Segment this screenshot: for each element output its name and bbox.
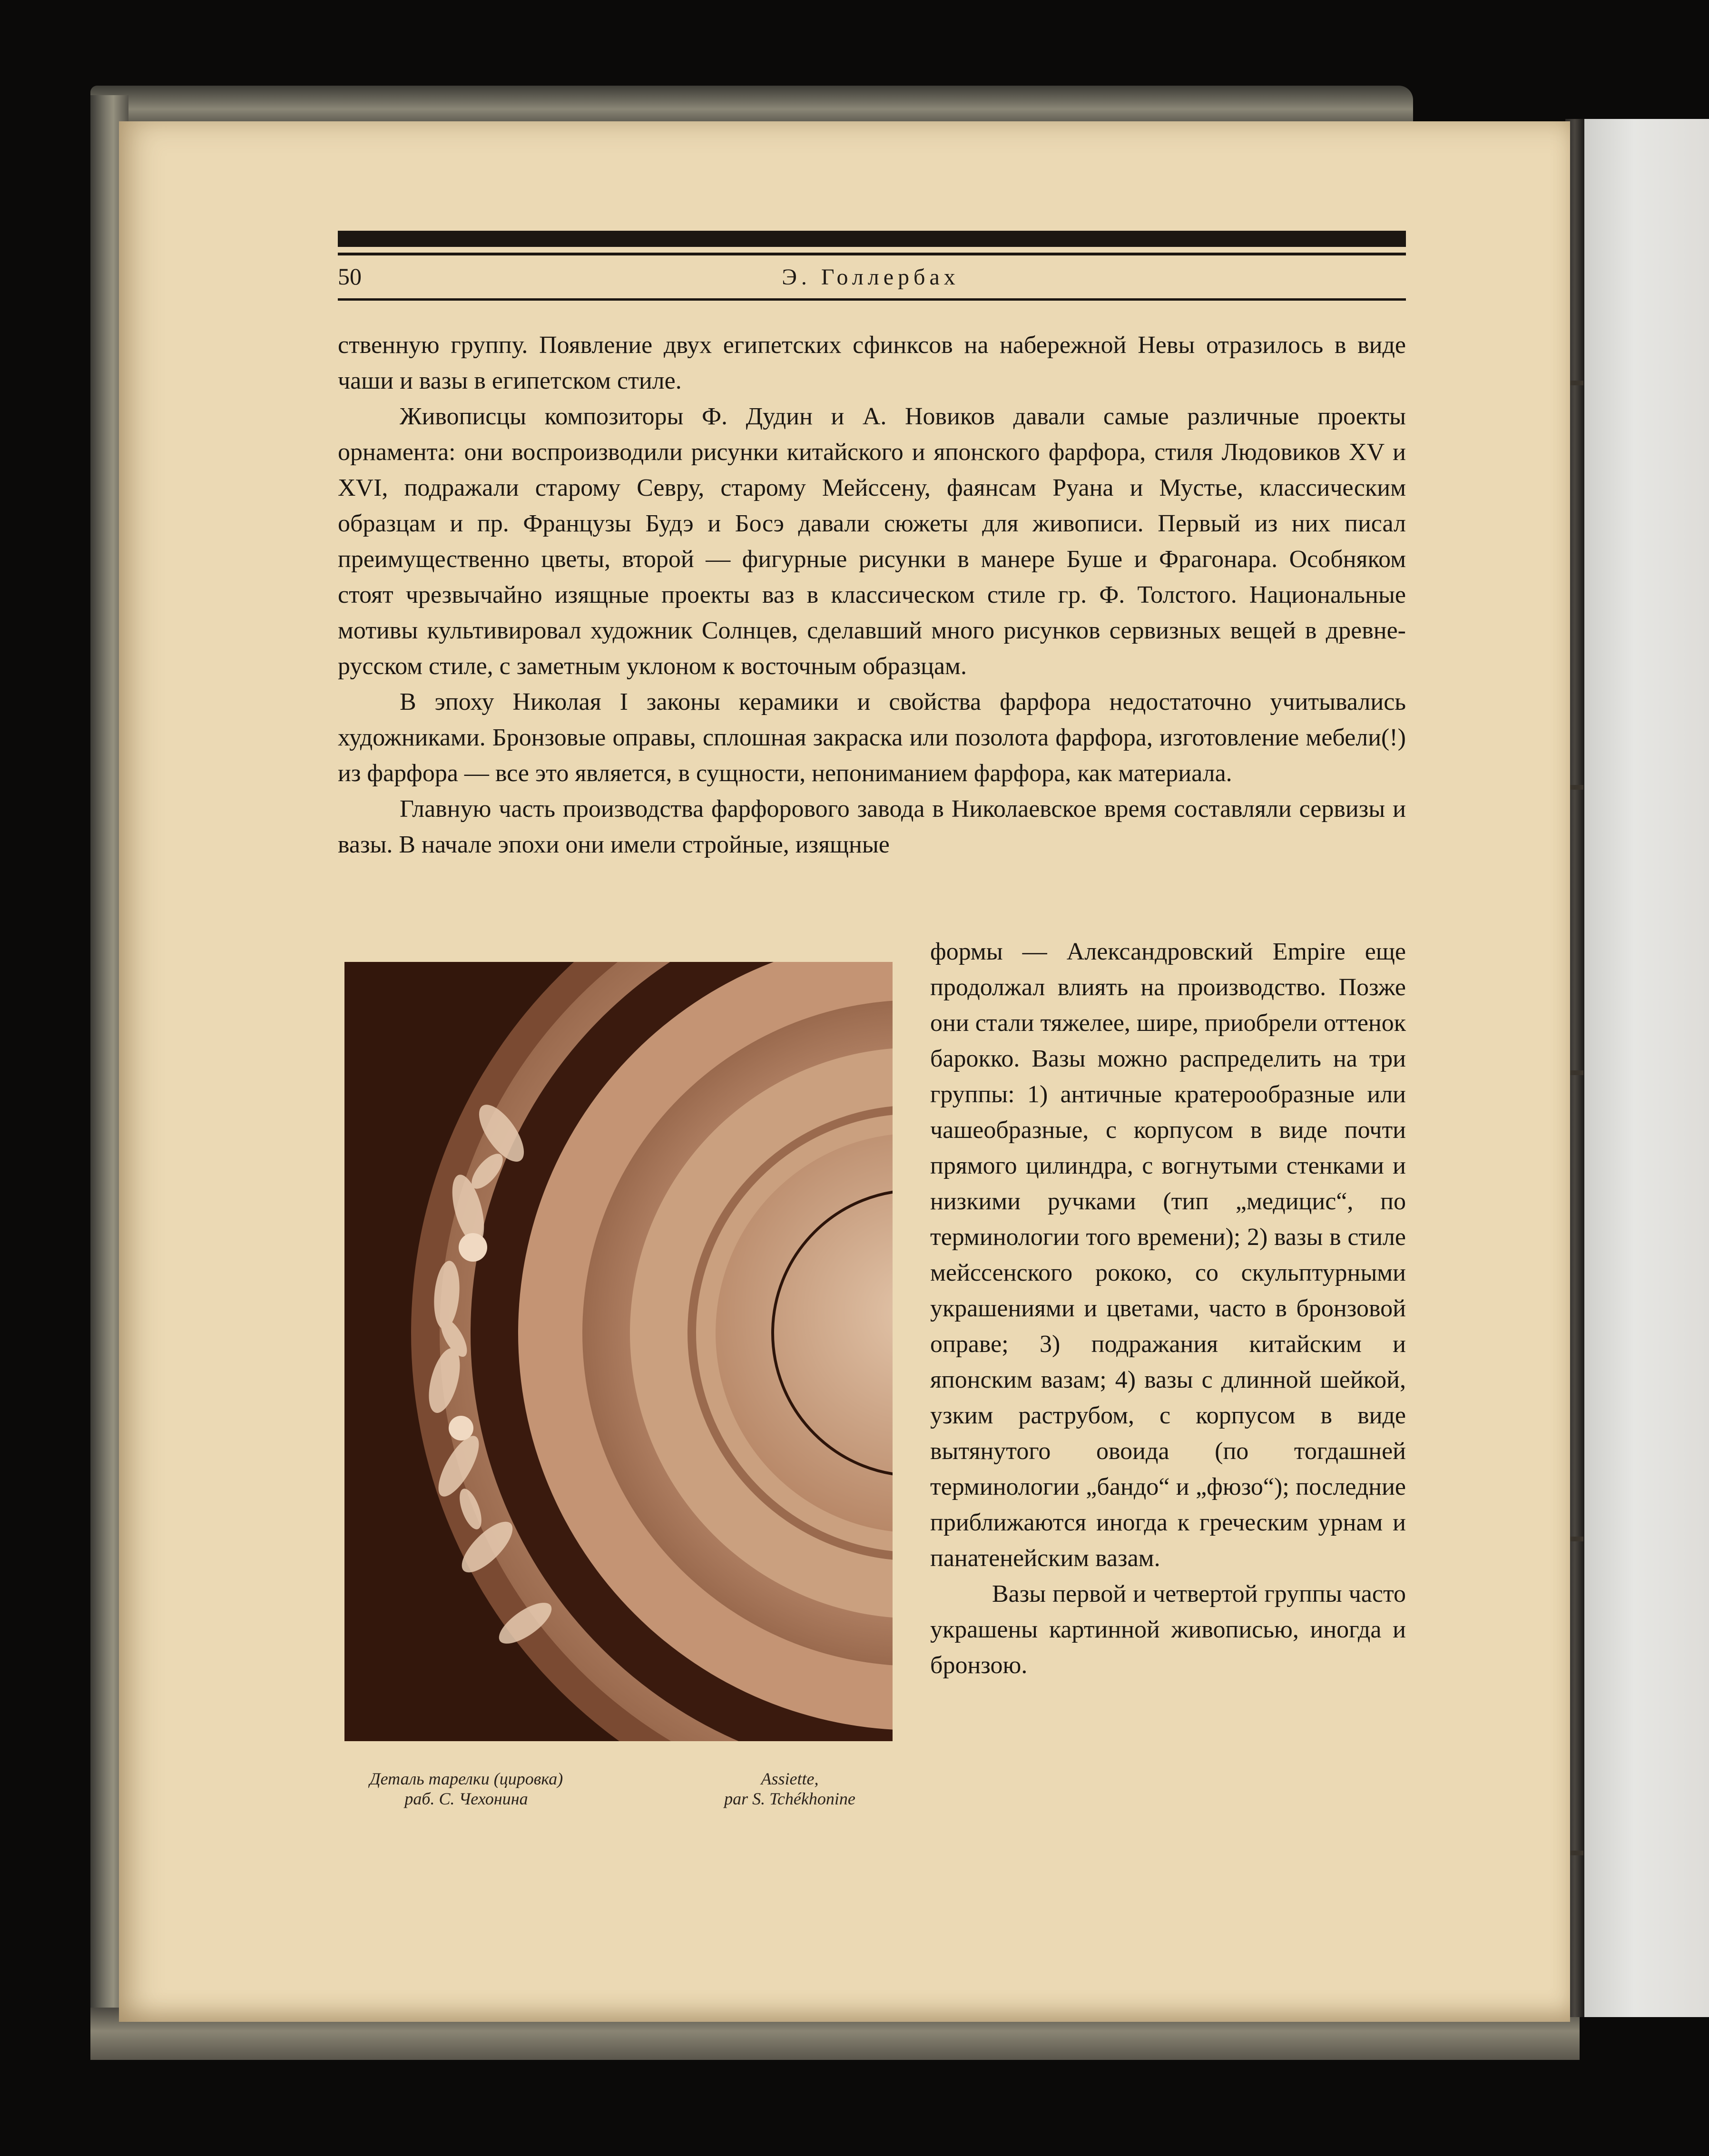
running-head: Э. Голлербах bbox=[782, 265, 960, 290]
paragraph: Главную часть производства фарфорового завода в Николаевское время составляли сервизы и вазы. В начале эпохи они имели стройные, изящные bbox=[338, 795, 1406, 858]
plate-photograph bbox=[344, 962, 893, 1741]
header-rule-thin bbox=[338, 253, 1406, 255]
header-rule-under bbox=[338, 298, 1406, 301]
caption-line: par S. Tchékhonine bbox=[724, 1789, 855, 1808]
caption-line: Assiette, bbox=[761, 1769, 819, 1788]
paragraph: Вазы первой и четвертой группы часто украшены картинной живописью, иногда и бронзою. bbox=[930, 1580, 1406, 1679]
paragraph: ственную группу. Появление двух египетских сфинксов на набережной Невы отразилось в виде чаши и вазы в египетском стиле. bbox=[338, 332, 1406, 394]
caption-line: Деталь тарелки (цировка) bbox=[369, 1769, 563, 1788]
paragraph: Живописцы композиторы Ф. Дудин и А. Новиков давали самые различные проекты орнамента: они воспроизводили рисунки китайского и японского фарфора, стиля Людовиков XV и XVI, подражали старому Севру, старому Мейссену, фаянсам Руана и Мустье, классическим образцам и пр. Французы Будэ и Босэ давали сюжеты для живописи. Первый из них писал преимущественно цветы, второй — фигурные рисунки в манере Буше и Фрагонара. Особняком стоят чрезвычайно изящные проекты ваз в классическом стиле гр. Ф. Толстого. Национальные мотивы культивировал художник Солнцев, сделавший много рисунков сервизных вещей в древне-русском стиле, с заметным уклоном к восточным образцам. bbox=[338, 403, 1406, 680]
paragraph: В эпоху Николая I законы керамики и свойства фарфора недостаточно учитывались художниками. Бронзовые оправы, сплошная закраска или позолота фарфора, изготовление мебели(!) из фарфора — все это является, в сущности, непониманием фарфора, как материала. bbox=[338, 688, 1406, 787]
caption-line: раб. С. Чехонина bbox=[404, 1789, 528, 1808]
facing-page-edge bbox=[1584, 119, 1709, 2017]
header-rule-thick bbox=[338, 231, 1406, 247]
page-number: 50 bbox=[338, 263, 362, 290]
caption-russian bbox=[333, 1769, 599, 1809]
side-text-block bbox=[930, 934, 1406, 1683]
main-text-block bbox=[338, 327, 1406, 862]
paragraph: формы — Александровский Empire еще продолжал влиять на производство. Позже они стали тяжелее, шире, приобрели оттенок барокко. Вазы можно распределить на три группы: 1) античные кратерообразные или чашеобразные, с корпусом в виде почти прямого цилиндра, с вогнутыми стенками и низкими ручками (тип „медицис“, по терминологии того времени); 2) вазы в стиле мейссенского рококо, со скульптурными украшениями и цветами, часто в бронзовой оправе; 3) подражания китайским и японским вазам; 4) вазы с длинной шейкой, узким раструбом, с корпусом в виде вытянутого овоида (по тогдашней терминологии „бандо“ и „фюзо“); последние приближаются иногда к греческим урнам и панатенейским вазам. bbox=[930, 938, 1406, 1572]
caption-french bbox=[676, 1769, 904, 1809]
